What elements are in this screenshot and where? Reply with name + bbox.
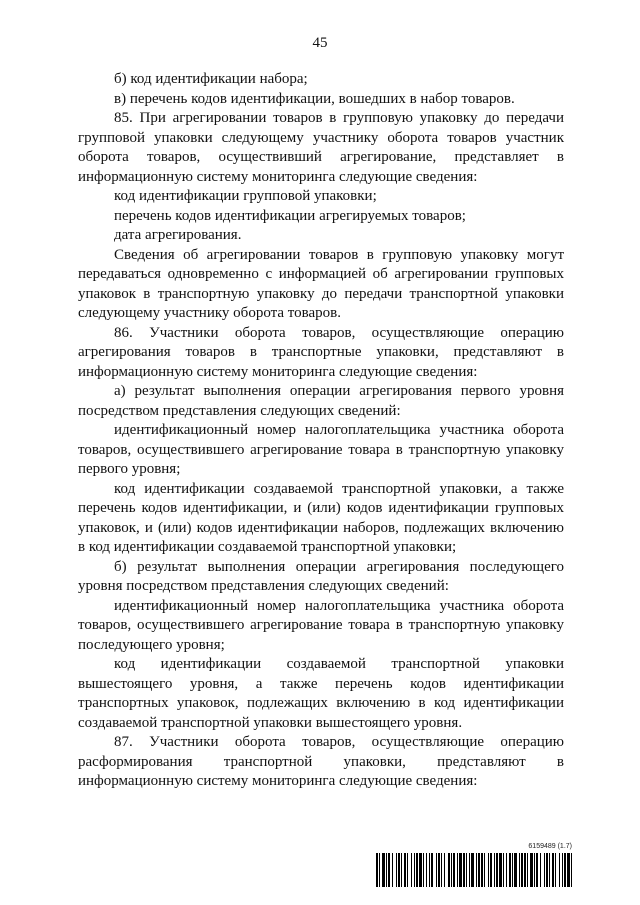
document-code: 6159489 (1.7) (528, 843, 572, 850)
paragraph-87: 87. Участники оборота товаров, осуществляющие операцию расформирования транспортной упаковки, представляют в информационную систему мониторинга следующие сведения: (78, 734, 564, 789)
paragraph-group-package-code: код идентификации групповой упаковки; (114, 188, 377, 204)
paragraph-group-aggregation-info: Сведения об агрегировании товаров в групповую упаковку могут передаваться одновременно с информацией об агрегировании групповых упаковок в транспортную упаковку до передачи транспортной упаковки следующему участнику оборота товаров. (78, 246, 564, 321)
paragraph-86-a-code: код идентификации создаваемой транспортной упаковки, а также перечень кодов идентификации, и (или) кодов идентификации групповых упаковок, и (или) кодов идентификации наборов, подлежащих включению в код идентификации создаваемой транспортной упаковки; (78, 480, 564, 555)
paragraph-86-a-inn: идентификационный номер налогоплательщика участника оборота товаров, осуществившего агрегирование товара в транспортную упаковку первого уровня; (78, 422, 564, 477)
paragraph-86-b: б) результат выполнения операции агрегирования последующего уровня посредством представления следующих сведений: (78, 558, 564, 594)
paragraph-86-a: а) результат выполнения операции агрегирования первого уровня посредством представления следующих сведений: (78, 383, 564, 419)
page-number: 45 (312, 35, 328, 51)
paragraph-item-b-set-code: б) код идентификации набора; (114, 71, 308, 87)
barcode (376, 853, 572, 887)
paragraph-86-b-code: код идентификации создаваемой транспортной упаковки вышестоящего уровня, а также перечень кодов идентификации транспортных упаковок, подлежащих включению в код идентификации создаваемой транспортной упаковки вышестоящего уровня. (78, 656, 564, 731)
paragraph-86-b-inn: идентификационный номер налогоплательщика участника оборота товаров, осуществившего агрегирование товара в транспортную упаковку последующего уровня; (78, 597, 564, 653)
paragraph-aggregation-date: дата агрегирования. (114, 227, 242, 243)
document-footer (376, 843, 572, 887)
paragraph-item-v-code-list: в) перечень кодов идентификации, вошедших в набор товаров. (114, 90, 515, 107)
paragraph-86: 86. Участники оборота товаров, осуществляющие операцию агрегирования товаров в транспортные упаковки, представляют в информационную систему мониторинга следующие сведения: (78, 324, 564, 380)
paragraph-85: 85. При агрегировании товаров в групповую упаковку до передачи групповой упаковки следующему участнику оборота товаров участник оборота товаров, осуществивший агрегирование, представляет в информационную систему мониторинга следующие сведения: (78, 110, 564, 185)
paragraph-aggregated-codes-list: перечень кодов идентификации агрегируемых товаров; (114, 207, 466, 224)
document-body (78, 70, 564, 792)
